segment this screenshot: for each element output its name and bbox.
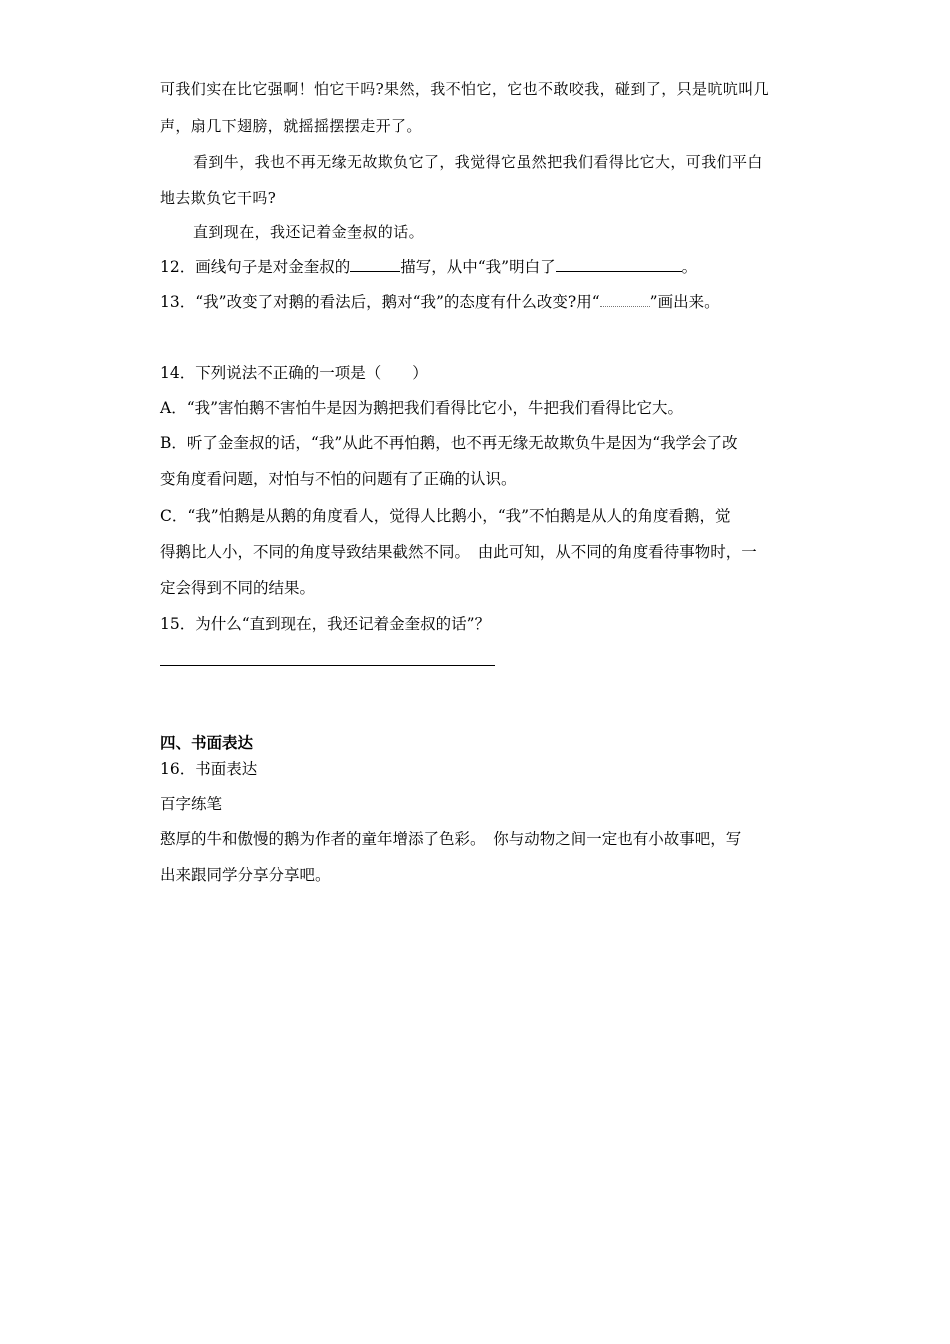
- section-4-title: 四、书面表达: [160, 733, 254, 752]
- question-12-text-2: 描写，从中“我”明白了: [400, 258, 556, 276]
- question-14-stem: 14．下列说法不正确的一项是（ ）: [160, 364, 428, 382]
- question-16-subtitle: 百字练笔: [160, 795, 223, 813]
- question-14-option-c-line-2: 得鹅比人小，不同的角度导致结果截然不同。 由此可知，从不同的角度看待事物时，一: [160, 543, 757, 561]
- question-14-option-c-line-3: 定会得到不同的结果。: [160, 579, 316, 597]
- question-12-blank-1[interactable]: [350, 257, 400, 272]
- question-14-option-b-line-2: 变角度看问题，对怕与不怕的问题有了正确的认识。: [160, 470, 517, 488]
- passage-paragraph-1-line-2: 声，扇几下翅膀，就摇摇摆摆走开了。: [160, 117, 422, 135]
- question-13-text-2: ”画出来。: [649, 293, 720, 311]
- question-15-stem: 15．为什么“直到现在，我还记着金奎叔的话”？: [160, 615, 491, 633]
- question-16-prompt-line-2: 出来跟同学分享分享吧。: [160, 866, 331, 884]
- question-14-option-a: A．“我”害怕鹅不害怕牛是因为鹅把我们看得比它小，牛把我们看得比它大。: [160, 399, 684, 417]
- question-16-stem: 16．书面表达: [160, 760, 258, 778]
- question-12-text-3: 。: [681, 258, 698, 276]
- question-12-blank-2[interactable]: [556, 257, 682, 272]
- question-15-answer-line[interactable]: [160, 665, 495, 666]
- question-12-text-1: 12．画线句子是对金奎叔的: [160, 258, 351, 276]
- question-16-prompt-line-1: 憨厚的牛和傲慢的鹅为作者的童年增添了色彩。 你与动物之间一定也有小故事吧，写: [160, 830, 742, 848]
- passage-paragraph-2-line-2: 地去欺负它干吗?: [160, 189, 277, 207]
- question-13: [160, 292, 720, 312]
- question-14-option-c-line-1: C．“我”怕鹅是从鹅的角度看人，觉得人比鹅小，“我”不怕鹅是从人的角度看鹅，觉: [160, 507, 731, 525]
- question-12: [160, 257, 697, 277]
- question-13-text-1: 13．“我”改变了对鹅的看法后，鹅对“我”的态度有什么改变?用“: [160, 293, 600, 311]
- question-14-option-b-line-1: B．听了金奎叔的话，“我”从此不再怕鹅，也不再无缘无故欺负牛是因为“我学会了改: [160, 434, 738, 452]
- wavy-underline-mark: [600, 292, 650, 307]
- passage-paragraph-2-line-1: 看到牛，我也不再无缘无故欺负它了，我觉得它虽然把我们看得比它大，可我们平白: [193, 153, 763, 171]
- passage-paragraph-3: 直到现在，我还记着金奎叔的话。: [193, 223, 425, 241]
- passage-paragraph-1-line-1: 可我们实在比它强啊！怕它干吗?果然，我不怕它，它也不敢咬我，碰到了，只是吭吭叫几: [160, 80, 770, 98]
